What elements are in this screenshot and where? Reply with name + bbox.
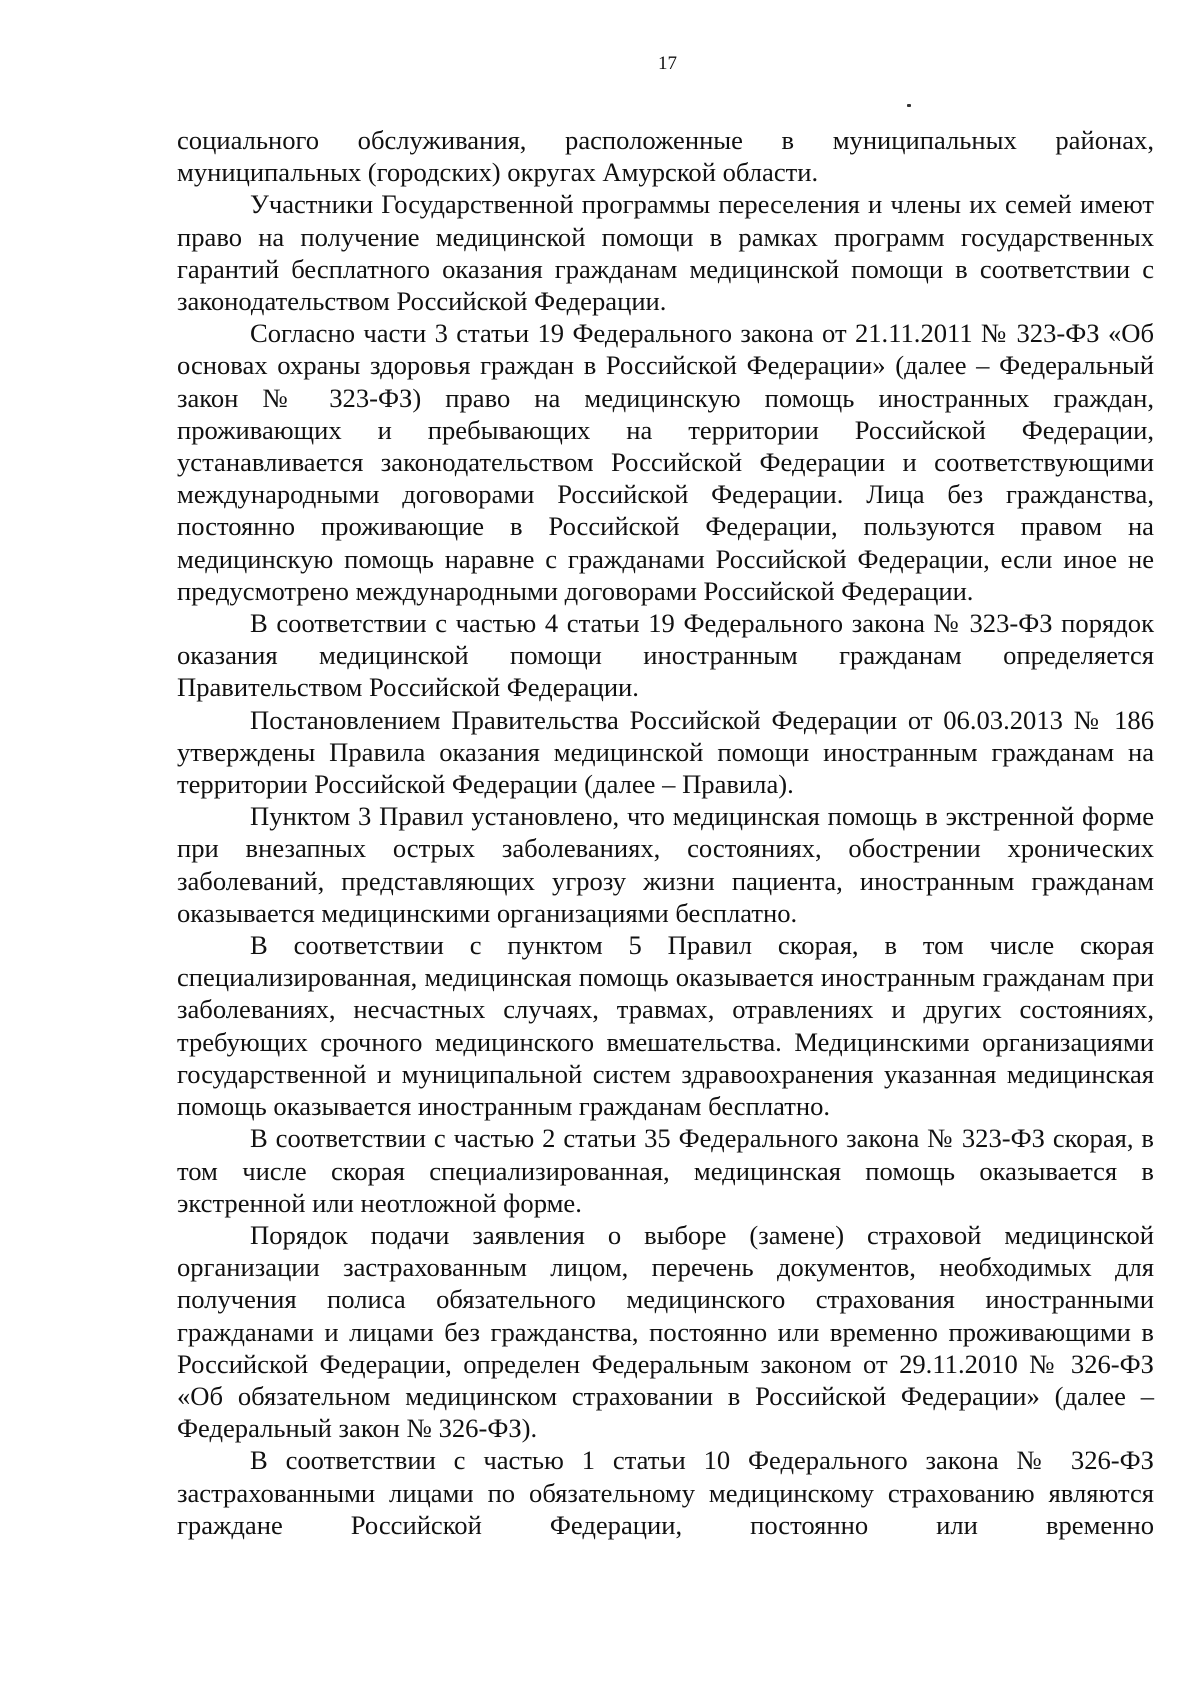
paragraph-6: Пунктом 3 Правил установлено, что медицинская помощь в экстренной форме при внезапных острых заболеваниях, состояниях, обострении хронических заболеваний, представляющих угрозу жизни пациента, иностранным гражданам оказывается медицинскими организациями бесплатно. [177,801,1154,928]
scan-speck [907,104,911,107]
paragraph-3: Согласно части 3 статьи 19 Федерального закона от 21.11.2011 № 323-ФЗ «Об основах охраны здоровья граждан в Российской Федерации» (далее – Федеральный закон № 323-ФЗ) право на медицинскую помощь иностранных граждан, проживающих и пребывающих на территории Российской Федерации, устанавливается законодательством Российской Федерации и соответствующими международными договорами Российской Федерации. Лица без гражданства, постоянно проживающие в Российской Федерации, пользуются правом на медицинскую помощь наравне с гражданами Российской Федерации, если иное не предусмотрено международными договорами Российской Федерации. [177,318,1154,606]
document-body [177,124,1154,1541]
paragraph-5: Постановлением Правительства Российской Федерации от 06.03.2013 № 186 утверждены Правила оказания медицинской помощи иностранным гражданам на территории Российской Федерации (далее – Правила). [177,704,1154,800]
paragraph-10: В соответствии с частью 1 статьи 10 Федерального закона № 326-ФЗ застрахованными лицами по обязательному медицинскому страхованию являются граждане Российской Федерации, постоянно или временно [177,1445,1154,1540]
paragraph-4: В соответствии с частью 4 статьи 19 Федерального закона № 323-ФЗ порядок оказания медицинской помощи иностранным гражданам определяется Правительством Российской Федерации. [177,608,1154,703]
paragraph-9: Порядок подачи заявления о выборе (замене) страховой медицинской организации застрахованным лицом, перечень документов, необходимых для получения полиса обязательного медицинского страхования иностранными гражданами и лицами без гражданства, постоянно или временно проживающими в Российской Федерации, определен Федеральным законом от 29.11.2010 № 326-ФЗ «Об обязательном медицинском страховании в Российской Федерации» (далее – Федеральный закон № 326-ФЗ). [177,1219,1154,1444]
paragraph-8: В соответствии с частью 2 статьи 35 Федерального закона № 323-ФЗ скорая, в том числе скорая специализированная, медицинская помощь оказывается в экстренной или неотложной форме. [177,1123,1154,1218]
paragraph-7: В соответствии с пунктом 5 Правил скорая, в том числе скорая специализированная, медицинская помощь оказывается иностранным гражданам при заболеваниях, несчастных случаях, травмах, отравлениях и других состояниях, требующих срочного медицинского вмешательства. Медицинскими организациями государственной и муниципальной систем здравоохранения указанная медицинская помощь оказывается иностранным гражданам бесплатно. [177,930,1154,1122]
paragraph-2: Участники Государственной программы переселения и члены их семей имеют право на получение медицинской помощи в рамках программ государственных гарантий бесплатного оказания гражданам медицинской помощи в соответствии с законодательством Российской Федерации. [177,189,1154,317]
page-number: 17 [658,53,677,74]
paragraph-1: социального обслуживания, расположенные в муниципальных районах, муниципальных (городских) округах Амурской области. [177,125,1154,188]
